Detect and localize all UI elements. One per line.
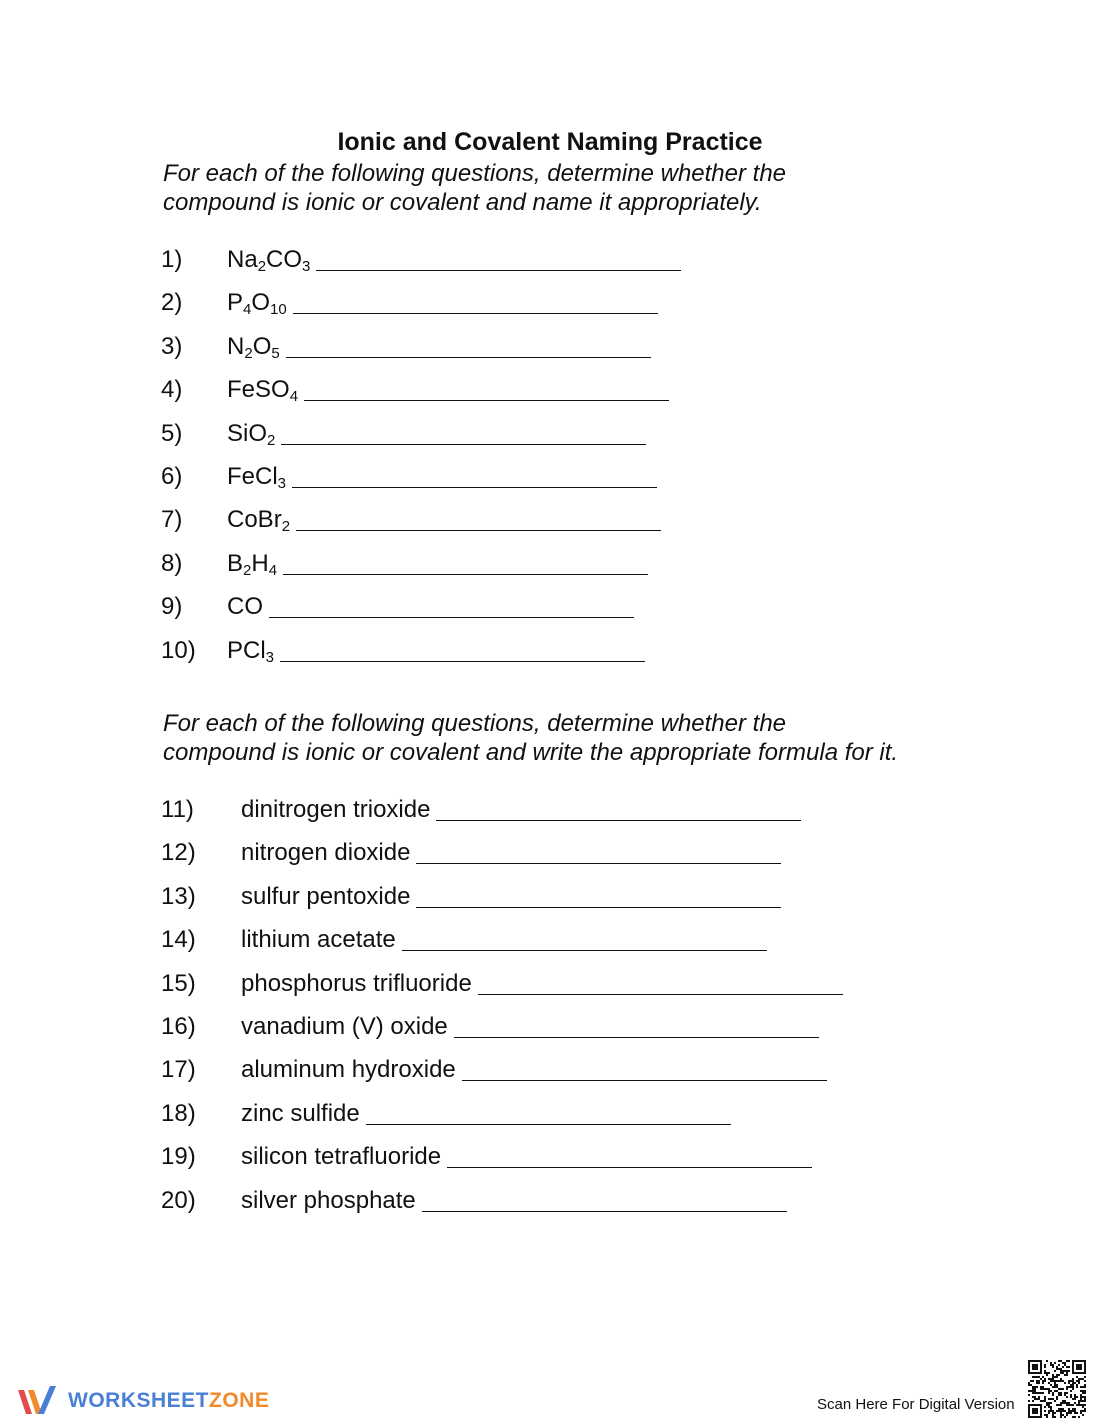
formula-subscript: 4 [289, 388, 299, 406]
page-title: Ionic and Covalent Naming Practice [337, 128, 763, 156]
compound-name: lithium acetate [241, 926, 396, 954]
question-item [161, 1055, 827, 1085]
logo-text-worksheet: WORKSHEET [68, 1389, 209, 1412]
chemical-formula [227, 376, 299, 406]
answer-blank[interactable] [283, 550, 648, 575]
formula-element: H [251, 549, 269, 577]
question-item [161, 1012, 819, 1042]
worksheetzone-logo[interactable] [16, 1383, 269, 1419]
question-number: 8) [161, 549, 183, 577]
question-number: 1) [161, 246, 183, 273]
answer-blank[interactable] [462, 1056, 827, 1081]
question-item [161, 1099, 731, 1129]
question-number: 14) [161, 926, 196, 954]
answer-blank[interactable] [416, 839, 781, 864]
worksheetzone-logo-icon [16, 1384, 60, 1418]
answer-blank[interactable] [296, 506, 661, 531]
instruction-line: compound is ionic or covalent and write the appropriate formula for it. [163, 739, 899, 766]
question-number: 16) [161, 1013, 196, 1040]
question-item [161, 332, 651, 362]
qr-code-icon[interactable] [1028, 1360, 1086, 1418]
question-item [161, 288, 658, 318]
chemical-formula [227, 333, 280, 360]
formula-element: P [227, 289, 244, 317]
chemical-formula [227, 637, 274, 664]
question-item [161, 505, 661, 535]
question-item [161, 245, 681, 275]
question-item [161, 882, 781, 912]
question-item [161, 1142, 812, 1172]
compound-name: silicon tetrafluoride [241, 1143, 442, 1171]
answer-blank[interactable] [316, 246, 681, 271]
formula-element: N [227, 332, 245, 360]
question-number: 18) [161, 1099, 196, 1127]
question-number: 4) [161, 376, 183, 404]
answer-blank[interactable] [402, 926, 767, 951]
compound-name: phosphorus trifluoride [241, 969, 472, 997]
answer-blank[interactable] [422, 1187, 787, 1212]
formula-subscript: 3 [277, 475, 287, 492]
compound-name: zinc sulfide [241, 1099, 360, 1127]
answer-blank[interactable] [292, 463, 657, 488]
answer-blank[interactable] [304, 376, 669, 401]
section2-instructions [163, 709, 898, 767]
formula-subscript: 3 [265, 648, 275, 666]
formula-element: B [227, 549, 244, 577]
answer-blank[interactable] [286, 333, 651, 358]
question-item [161, 462, 657, 492]
formula-element: SiO [227, 419, 268, 447]
formula-element: FeSO [227, 376, 290, 404]
instruction-line: compound is ionic or covalent and name it appropriately. [163, 189, 762, 216]
question-number: 6) [161, 463, 183, 490]
answer-blank[interactable] [447, 1143, 812, 1168]
question-item [161, 969, 843, 999]
formula-subscript: 2 [244, 344, 253, 362]
instruction-line: For each of the following questions, determine whether the [163, 160, 787, 187]
scan-instruction: Scan Here For Digital Version [817, 1396, 1015, 1413]
chemical-formula [227, 550, 277, 577]
question-item [161, 375, 669, 405]
formula-subscript: 3 [302, 258, 311, 275]
formula-subscript: 2 [243, 561, 252, 579]
formula-element: CO [227, 593, 263, 621]
question-number: 17) [161, 1056, 196, 1084]
logo-text [68, 1389, 269, 1413]
formula-subscript: 2 [267, 431, 276, 449]
formula-subscript: 10 [270, 301, 287, 319]
answer-blank[interactable] [293, 289, 658, 314]
question-item [161, 636, 645, 666]
question-number: 2) [161, 289, 183, 317]
chemical-formula [227, 289, 287, 319]
answer-blank[interactable] [454, 1013, 819, 1038]
formula-subscript: 4 [243, 301, 252, 319]
question-number: 9) [161, 593, 183, 621]
answer-blank[interactable] [436, 796, 801, 821]
question-item [161, 838, 781, 868]
answer-blank[interactable] [280, 637, 645, 662]
question-item [161, 925, 767, 955]
chemical-formula [227, 463, 286, 490]
answer-blank[interactable] [269, 593, 634, 618]
question-item [161, 592, 634, 622]
compound-name: silver phosphate [241, 1186, 416, 1214]
formula-element: CoBr [227, 506, 282, 534]
formula-subscript: 2 [281, 518, 291, 536]
question-item [161, 795, 801, 825]
answer-blank[interactable] [478, 970, 843, 995]
formula-subscript: 5 [271, 344, 280, 362]
answer-blank[interactable] [281, 420, 646, 445]
question-item [161, 1186, 787, 1216]
formula-element: CO [266, 246, 303, 273]
chemical-formula [227, 420, 275, 447]
formula-element: Na [227, 246, 258, 273]
formula-subscript: 2 [257, 258, 267, 275]
question-item [161, 419, 646, 449]
compound-name: vanadium (V) oxide [241, 1013, 448, 1040]
answer-blank[interactable] [366, 1100, 731, 1125]
chemical-formula [227, 246, 310, 273]
question-number: 12) [161, 839, 196, 867]
question-number: 15) [161, 969, 196, 997]
instruction-line: For each of the following questions, determine whether the [163, 710, 787, 737]
compound-name: sulfur pentoxide [241, 882, 411, 910]
chemical-formula [227, 506, 291, 536]
compound-name: dinitrogen trioxide [241, 796, 431, 823]
formula-element: FeCl [227, 463, 278, 490]
question-number: 3) [161, 332, 183, 360]
question-number: 7) [161, 506, 183, 534]
formula-element: PCl [227, 636, 266, 664]
question-number: 19) [161, 1143, 196, 1171]
chemical-formula [227, 593, 263, 620]
formula-element: O [251, 289, 271, 317]
compound-name: nitrogen dioxide [241, 839, 411, 867]
section1-instructions [163, 159, 786, 217]
question-number: 10) [161, 636, 196, 664]
answer-blank[interactable] [416, 883, 781, 908]
question-item [161, 549, 648, 579]
compound-name: aluminum hydroxide [241, 1056, 456, 1084]
question-number: 13) [161, 882, 196, 910]
question-number: 20) [161, 1186, 196, 1214]
question-number: 11) [161, 796, 194, 823]
logo-text-zone: ZONE [209, 1389, 270, 1412]
formula-element: O [252, 332, 272, 360]
formula-subscript: 4 [268, 561, 278, 579]
question-number: 5) [161, 419, 183, 447]
